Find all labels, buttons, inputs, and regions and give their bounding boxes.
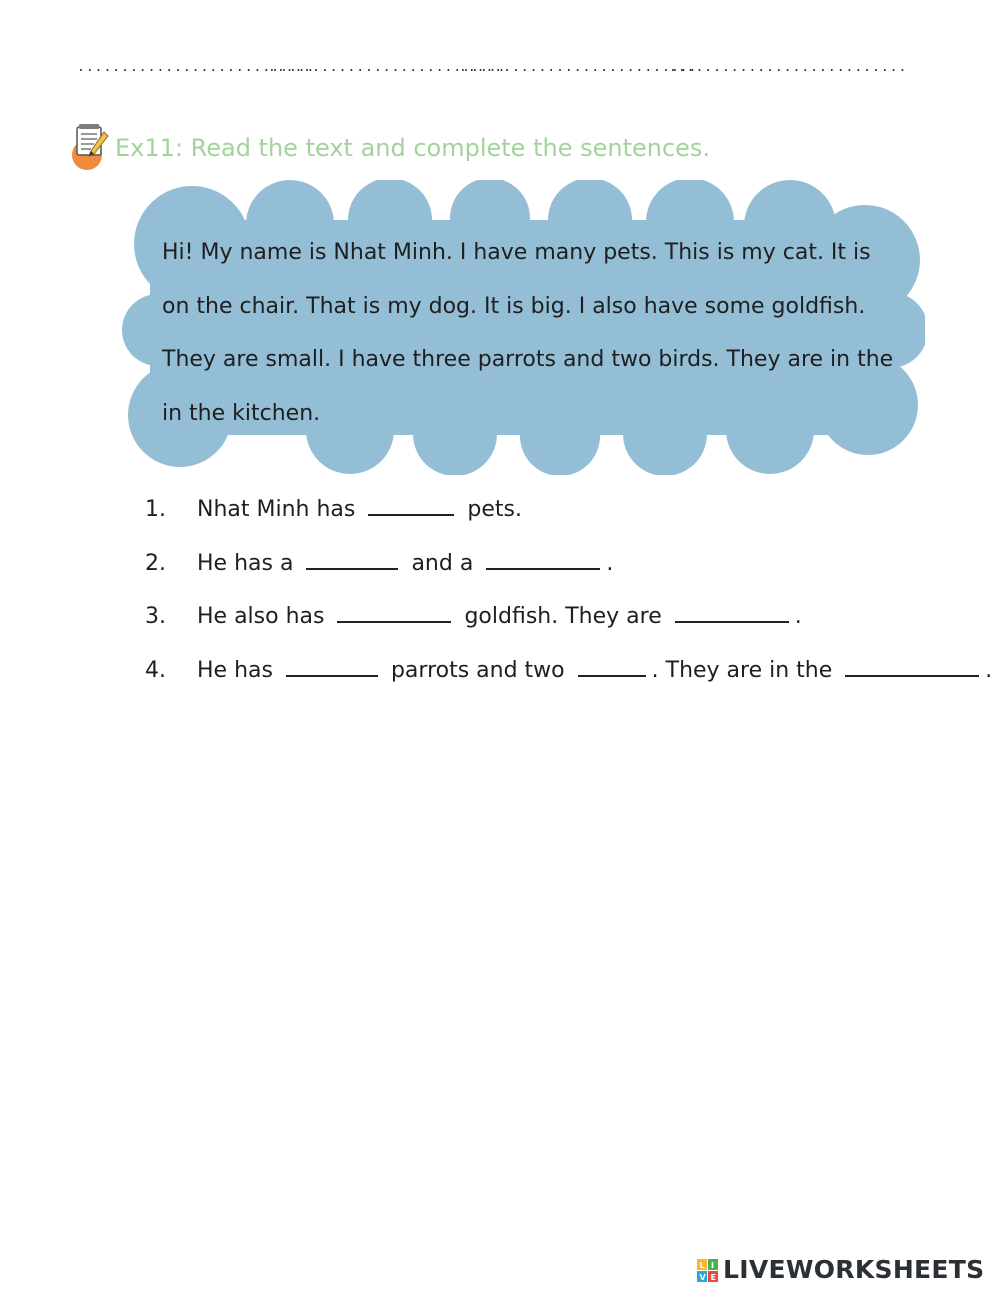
answer-blank-q3-2[interactable] (675, 597, 789, 623)
logo-mark-letter: V (699, 1273, 706, 1282)
question-3 (145, 597, 965, 651)
question-text: parrots and two (390, 657, 565, 683)
question-2 (145, 544, 965, 598)
dotted-line-1: ........................... (77, 60, 316, 75)
question-list (145, 490, 993, 704)
answer-blank-q3-1[interactable] (337, 597, 451, 623)
passage-line: Hi! My name is Nhat Minh. I have many pets. This is my cat. It is (162, 240, 871, 265)
question-1 (145, 490, 965, 544)
passage-line: They are small. I have three parrots and two birds. They are in the (162, 347, 894, 372)
passage-line: on the chair. That is my dog. It is big. I also have some goldfish. (162, 293, 866, 319)
dotted-line-3: ........................... (459, 60, 698, 75)
question-text: . (794, 604, 802, 629)
question-text: goldfish. They are (464, 604, 662, 629)
exercise-title: Ex11: Read the text and complete the sentences. (115, 134, 711, 162)
question-number: 4. (145, 657, 166, 683)
liveworksheets-logo-icon (697, 1259, 719, 1283)
logo-mark-letter: I (711, 1261, 714, 1270)
question-text: . (985, 657, 993, 683)
question-text: Nhat Minh has (197, 497, 356, 522)
question-4 (145, 651, 993, 705)
question-text: . (606, 550, 614, 576)
answer-blank-q4-2[interactable] (578, 651, 646, 677)
dotted-line-4: ........................... (669, 60, 908, 75)
question-number: 3. (145, 604, 166, 629)
answer-blank-q4-3[interactable] (845, 651, 979, 677)
question-text: pets. (467, 497, 522, 522)
question-text: and a (411, 550, 474, 576)
answer-blank-q2-2[interactable] (486, 544, 600, 570)
name-class-dots-row (0, 60, 1000, 84)
question-text: He has a (197, 550, 294, 576)
question-number: 2. (145, 550, 166, 576)
passage-line: in the kitchen. (162, 400, 321, 426)
logo-mark-letter: L (699, 1261, 705, 1270)
question-text: He has (197, 657, 273, 683)
question-text: . They are in the (651, 657, 833, 683)
liveworksheets-logo (697, 1255, 997, 1287)
exercise-header (70, 122, 770, 174)
dotted-line-2: ........................... (268, 60, 507, 75)
question-text: He also has (197, 604, 325, 629)
answer-blank-q2-1[interactable] (306, 544, 398, 570)
notepad-pencil-icon (70, 122, 110, 172)
logo-mark-letter: E (710, 1273, 716, 1282)
answer-blank-q1-1[interactable] (368, 490, 454, 516)
logo-text: LIVEWORKSHEETS (723, 1255, 985, 1284)
question-number: 1. (145, 497, 166, 522)
reading-passage (162, 226, 892, 440)
answer-blank-q4-1[interactable] (286, 651, 378, 677)
